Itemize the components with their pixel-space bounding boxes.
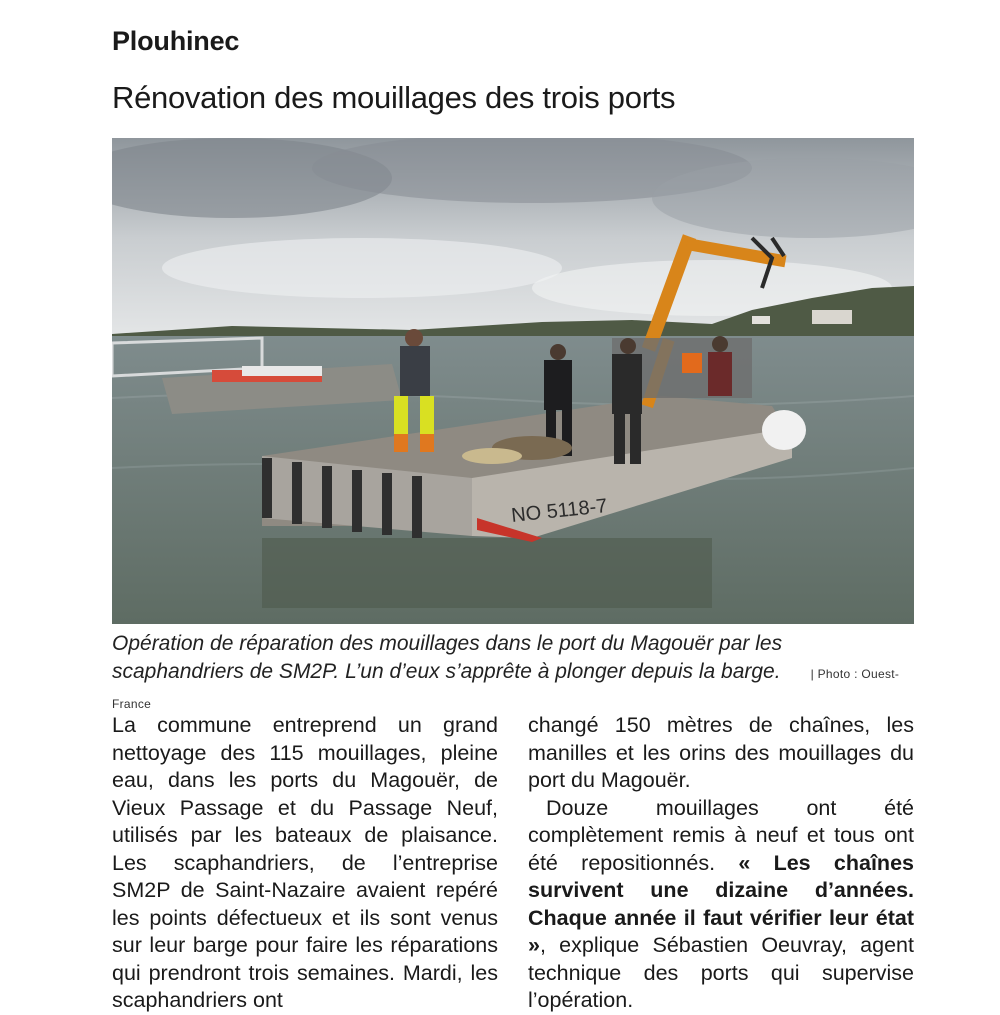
quote-text: « Les chaînes survivent une dizaine d’années. Chaque année il faut vérifier leur état » (528, 850, 914, 957)
body-paragraph: changé 150 mètres de chaînes, les manilles et les orins des mouillages du port du Magouër. (528, 713, 914, 792)
photo-credit: | Photo : Ouest-France (112, 667, 900, 711)
barge-photo-illustration (112, 138, 914, 624)
caption-text: Opération de réparation des mouillages dans le port du Magouër par les scaphandriers de SM2P. L’un d’eux s’apprête à plonger depuis la barge. (112, 632, 783, 683)
article-column-left (112, 712, 498, 1015)
article-column-right (528, 712, 914, 1015)
hull-marking: NO 5118-7 (510, 495, 609, 527)
section-kicker: Plouhinec (112, 26, 240, 56)
article-headline: Rénovation des mouillages des trois ports (112, 80, 676, 115)
photo-caption (112, 630, 914, 718)
paragraph-text: Douze mouillages ont été complètement remis à neuf et tous ont été repositionnés. (528, 795, 914, 875)
article-photo (112, 138, 914, 624)
paragraph-text: , explique Sébastien Oeuvray, agent technique des ports qui supervise l’opération. (528, 933, 914, 1012)
body-paragraph: La commune entreprend un grand nettoyage des 115 mouillages, pleine eau, dans les ports du Magouër, de Vieux Passage et du Passage Neuf, utilisés par les bateaux de plaisance. Les scaphandriers, de l’entreprise SM2P de Saint-Nazaire avaient repéré les points défectueux et ils sont venus sur leur barge pour faire les réparations qui prendront trois semaines. Mardi, les scaphandriers ont (112, 713, 498, 1012)
body-paragraph (528, 795, 914, 1015)
